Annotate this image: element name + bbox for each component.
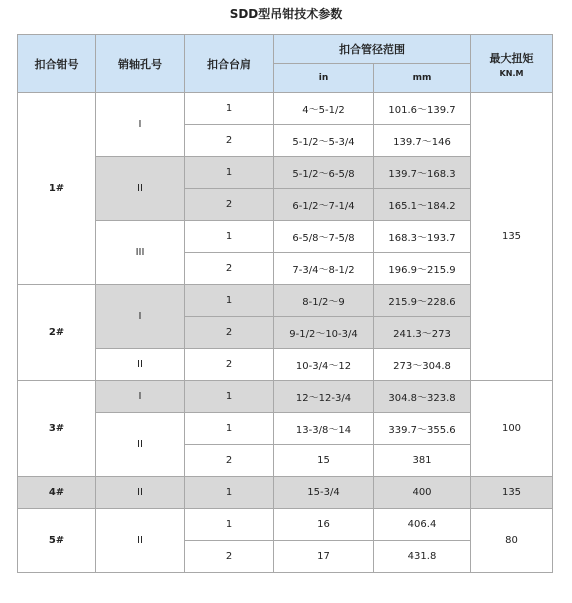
range-mm-cell: 165.1～184.2: [374, 189, 471, 221]
shoulder-cell: 1: [185, 381, 274, 413]
range-in-cell: 4～5-1/2: [274, 93, 374, 125]
pin-hole-cell: II: [96, 477, 185, 509]
header-torque: [471, 35, 553, 93]
page-title: SDD型吊钳技术参数: [229, 7, 343, 21]
header-torque-unit: KN.M: [499, 68, 524, 78]
torque-cell: 135: [471, 93, 553, 381]
shoulder-cell: 1: [185, 413, 274, 445]
range-in-cell: 16: [274, 509, 374, 541]
shoulder-cell: 2: [185, 253, 274, 285]
range-in-cell: 5-1/2～5-3/4: [274, 125, 374, 157]
shoulder-cell: 2: [185, 349, 274, 381]
range-mm-cell: 241.3～273: [374, 317, 471, 349]
torque-cell: 100: [471, 381, 553, 477]
shoulder-cell: 1: [185, 477, 274, 509]
range-in-cell: 9-1/2～10-3/4: [274, 317, 374, 349]
range-mm-cell: 168.3～193.7: [374, 221, 471, 253]
range-in-cell: 15-3/4: [274, 477, 374, 509]
shoulder-cell: 2: [185, 317, 274, 349]
table-header: [18, 35, 553, 93]
spec-table: [17, 34, 553, 573]
header-torque-label: 最大扭矩: [489, 51, 534, 65]
shoulder-cell: 1: [185, 285, 274, 317]
range-in-cell: 17: [274, 541, 374, 573]
header-pin-hole: 销轴孔号: [96, 35, 185, 93]
header-range-mm: mm: [374, 64, 471, 93]
model-cell: 4#: [18, 477, 96, 509]
range-in-cell: 10-3/4～12: [274, 349, 374, 381]
range-mm-cell: 400: [374, 477, 471, 509]
table-row: [18, 509, 553, 541]
torque-cell: 135: [471, 477, 553, 509]
range-in-cell: 6-1/2～7-1/4: [274, 189, 374, 221]
model-cell: 1#: [18, 93, 96, 285]
model-cell: 2#: [18, 285, 96, 381]
shoulder-cell: 2: [185, 189, 274, 221]
shoulder-cell: 1: [185, 157, 274, 189]
range-mm-cell: 431.8: [374, 541, 471, 573]
range-in-cell: 8-1/2～9: [274, 285, 374, 317]
range-mm-cell: 406.4: [374, 509, 471, 541]
header-shoulder: 扣合台肩: [185, 35, 274, 93]
pin-hole-cell: I: [96, 93, 185, 157]
range-mm-cell: 196.9～215.9: [374, 253, 471, 285]
range-mm-cell: 139.7～146: [374, 125, 471, 157]
header-range-in: in: [274, 64, 374, 93]
table-body: [18, 93, 553, 573]
model-cell: 5#: [18, 509, 96, 573]
table-row: [18, 477, 553, 509]
table-row: [18, 93, 553, 125]
model-cell: 3#: [18, 381, 96, 477]
shoulder-cell: 2: [185, 541, 274, 573]
shoulder-cell: 1: [185, 93, 274, 125]
range-in-cell: 13-3/8～14: [274, 413, 374, 445]
pin-hole-cell: II: [96, 413, 185, 477]
range-in-cell: 5-1/2～6-5/8: [274, 157, 374, 189]
header-model: 扣合钳号: [18, 35, 96, 93]
range-in-cell: 6-5/8～7-5/8: [274, 221, 374, 253]
range-mm-cell: 304.8～323.8: [374, 381, 471, 413]
range-mm-cell: 139.7～168.3: [374, 157, 471, 189]
shoulder-cell: 1: [185, 221, 274, 253]
range-in-cell: 7-3/4～8-1/2: [274, 253, 374, 285]
range-mm-cell: 101.6～139.7: [374, 93, 471, 125]
pin-hole-cell: I: [96, 381, 185, 413]
range-mm-cell: 339.7～355.6: [374, 413, 471, 445]
pin-hole-cell: II: [96, 349, 185, 381]
torque-cell: 80: [471, 509, 553, 573]
shoulder-cell: 1: [185, 509, 274, 541]
pin-hole-cell: III: [96, 221, 185, 285]
range-in-cell: 12～12-3/4: [274, 381, 374, 413]
pin-hole-cell: II: [96, 509, 185, 573]
pin-hole-cell: I: [96, 285, 185, 349]
header-range: 扣合管径范围: [274, 35, 471, 64]
shoulder-cell: 2: [185, 125, 274, 157]
shoulder-cell: 2: [185, 445, 274, 477]
table-row: [18, 381, 553, 413]
range-mm-cell: 381: [374, 445, 471, 477]
range-mm-cell: 215.9～228.6: [374, 285, 471, 317]
range-mm-cell: 273～304.8: [374, 349, 471, 381]
pin-hole-cell: II: [96, 157, 185, 221]
range-in-cell: 15: [274, 445, 374, 477]
